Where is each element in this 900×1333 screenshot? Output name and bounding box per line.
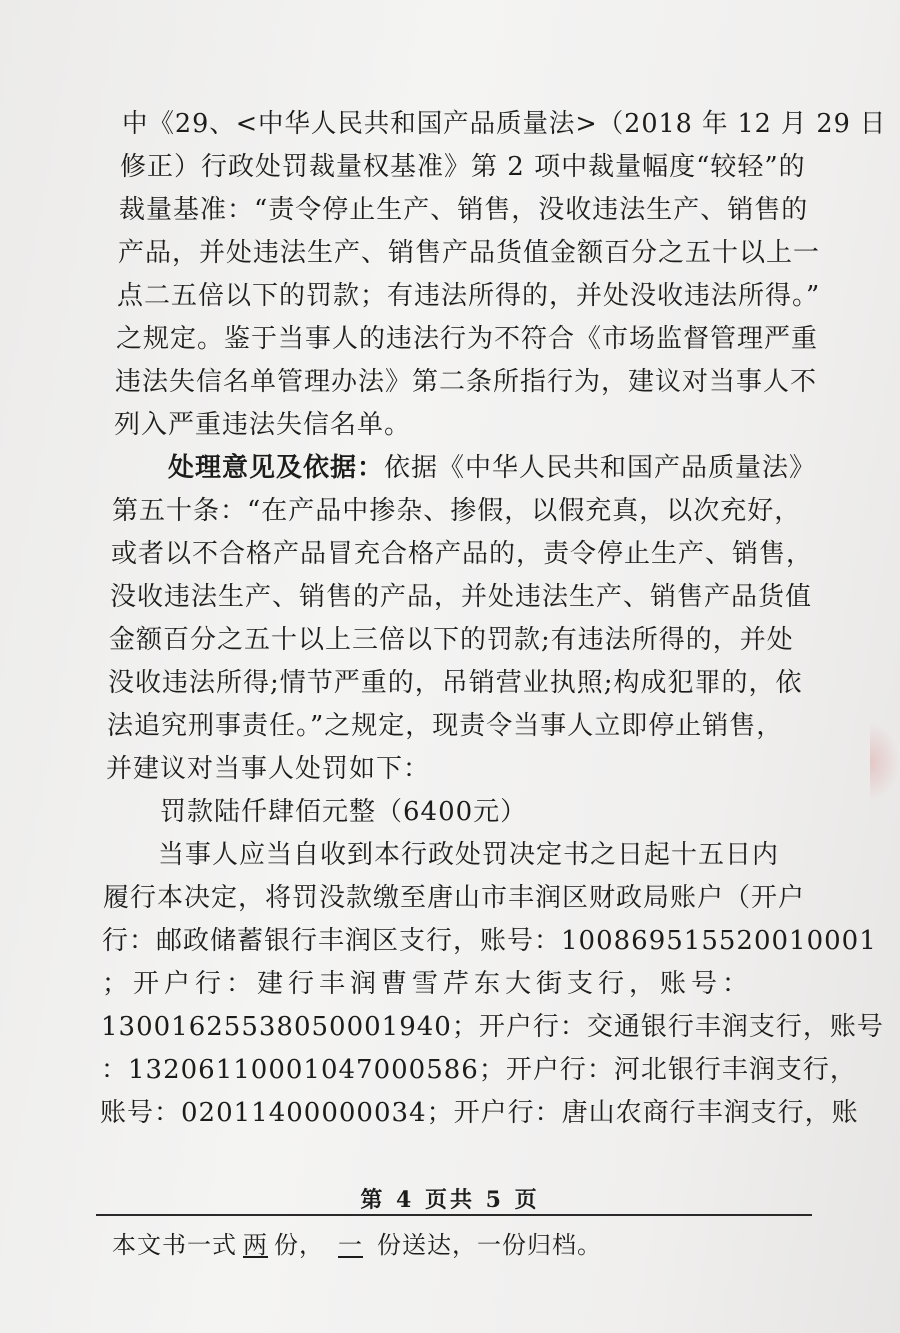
text-line: 法追究刑事责任。”之规定，现责令当事人立即停止销售，	[107, 711, 784, 741]
text-line: 中《29、<中华人民共和国产品质量法>（2018 年 12 月 29 日	[122, 109, 887, 139]
text-line: ；开户行：建行丰润曹雪芹东大街支行，账号：	[102, 969, 754, 999]
copies-note	[112, 1225, 602, 1260]
copies-total: 两	[243, 1231, 268, 1259]
text-line: 之规定。鉴于当事人的违法行为不符合《市场监督管理严重	[116, 324, 819, 354]
text-line: 列入严重违法失信名单。	[114, 410, 412, 440]
text-line: 当事人应当自收到本行政处罚决定书之日起十五日内	[158, 840, 780, 870]
copies-note-suffix: 份送达，一份归档。	[377, 1231, 602, 1259]
text-line: 金额百分之五十以上三倍以下的罚款;有违法所得的，并处	[109, 625, 794, 655]
text-line: 产品，并处违法生产、销售产品货值金额百分之五十以上一	[118, 238, 821, 268]
text-line: 没收违法生产、销售的产品，并处违法生产、销售产品货值	[110, 582, 813, 612]
copies-note-mid: 份，	[274, 1231, 324, 1259]
section-paragraph-start	[168, 452, 816, 484]
copies-served: 一	[338, 1231, 363, 1259]
page-indicator: 第 4 页共 5 页	[360, 1187, 540, 1213]
text-line: 没收违法所得;情节严重的，吊销营业执照;构成犯罪的，依	[108, 668, 803, 698]
text-line: 履行本决定，将罚没款缴至唐山市丰润区财政局账户（开户	[103, 883, 806, 913]
text-line: 违法失信名单管理办法》第二条所指行为，建议对当事人不	[115, 367, 818, 397]
footer-divider	[96, 1214, 812, 1216]
text-line: 账号：02011400000034；开户行：唐山农商行丰润支行，账	[100, 1098, 859, 1128]
text-line: 13001625538050001940；开户行：交通银行丰润支行，账号	[101, 1012, 884, 1042]
text-line: 裁量基准：“责令停止生产、销售，没收违法生产、销售的	[119, 195, 809, 225]
text-line: 行：邮政储蓄银行丰润区支行，账号：100869515520010001	[102, 926, 877, 956]
text-line: 点二五倍以下的罚款；有违法所得的，并处没收违法所得。”	[117, 281, 821, 311]
text-line: 或者以不合格产品冒充合格产品的，责令停止生产、销售，	[111, 539, 814, 569]
copies-note-prefix: 本文书一式	[112, 1231, 237, 1259]
text-line: ：13206110001047000586；开户行：河北银行丰润支行，	[101, 1055, 857, 1085]
penalty-amount: 罚款陆仟肆佰元整（6400元）	[160, 797, 528, 827]
text-line: 并建议对当事人处罚如下：	[106, 754, 431, 784]
section-heading: 处理意见及依据：	[168, 453, 385, 483]
text-line: 依据《中华人民共和国产品质量法》	[384, 453, 817, 483]
seal-edge-mark	[870, 722, 900, 802]
text-line: 修正）行政处罚裁量权基准》第 2 项中裁量幅度“较轻”的	[120, 152, 806, 182]
text-line: 第五十条：“在产品中掺杂、掺假，以假充真，以次充好，	[112, 496, 802, 526]
